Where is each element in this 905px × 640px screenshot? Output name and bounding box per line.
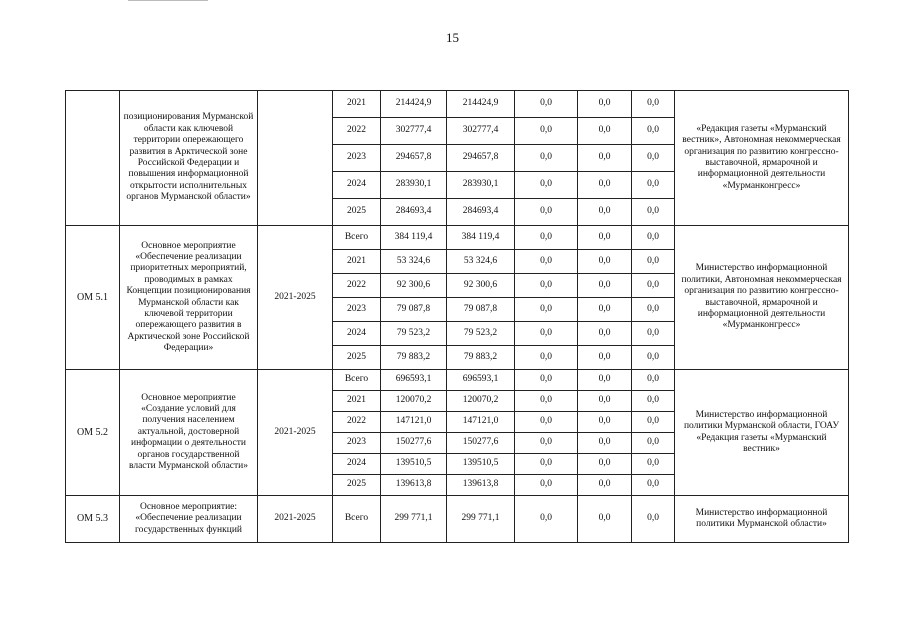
- funding-cell: 0,0: [515, 370, 578, 391]
- total-cell: 147121,0: [381, 412, 447, 433]
- year-cell: 2022: [333, 118, 381, 145]
- regional-budget-cell: 150277,6: [447, 433, 515, 454]
- total-cell: 150277,6: [381, 433, 447, 454]
- total-cell: 120070,2: [381, 391, 447, 412]
- funding-cell: 0,0: [632, 172, 675, 199]
- total-cell: 696593,1: [381, 370, 447, 391]
- funding-cell: 0,0: [632, 250, 675, 274]
- year-cell: 2021: [333, 391, 381, 412]
- year-cell: 2022: [333, 412, 381, 433]
- measure-description-cell: Основное мероприятие «Создание условий для получения населением актуальной, достоверной информации о деятельности органов государственной власти Мурманской области»: [120, 370, 258, 496]
- regional-budget-cell: 139510,5: [447, 454, 515, 475]
- total-cell: 92 300,6: [381, 274, 447, 298]
- funding-cell: 0,0: [578, 172, 632, 199]
- funding-cell: 0,0: [578, 475, 632, 496]
- regional-budget-cell: 294657,8: [447, 145, 515, 172]
- regional-budget-cell: 79 523,2: [447, 322, 515, 346]
- regional-budget-cell: 92 300,6: [447, 274, 515, 298]
- table-row: [66, 496, 849, 543]
- table-row: [66, 91, 849, 118]
- scan-artifact-line: [128, 0, 208, 1]
- regional-budget-cell: 283930,1: [447, 172, 515, 199]
- regional-budget-cell: 139613,8: [447, 475, 515, 496]
- funding-cell: 0,0: [515, 199, 578, 226]
- funding-cell: 0,0: [515, 145, 578, 172]
- measure-period-cell: 2021-2025: [258, 226, 333, 370]
- regional-budget-cell: 79 883,2: [447, 346, 515, 370]
- funding-cell: 0,0: [578, 274, 632, 298]
- year-cell: 2024: [333, 322, 381, 346]
- funding-cell: 0,0: [515, 391, 578, 412]
- funding-cell: 0,0: [578, 391, 632, 412]
- regional-budget-cell: 696593,1: [447, 370, 515, 391]
- funding-cell: 0,0: [515, 475, 578, 496]
- funding-cell: 0,0: [632, 199, 675, 226]
- total-cell: 139510,5: [381, 454, 447, 475]
- year-cell: Всего: [333, 226, 381, 250]
- year-cell: 2023: [333, 145, 381, 172]
- funding-cell: 0,0: [632, 346, 675, 370]
- funding-cell: 0,0: [578, 91, 632, 118]
- year-cell: 2022: [333, 274, 381, 298]
- year-cell: Всего: [333, 370, 381, 391]
- funding-cell: 0,0: [515, 496, 578, 543]
- year-cell: 2023: [333, 298, 381, 322]
- total-cell: 79 883,2: [381, 346, 447, 370]
- funding-cell: 0,0: [632, 298, 675, 322]
- measure-code-cell: [66, 91, 120, 226]
- measure-code-cell: ОМ 5.1: [66, 226, 120, 370]
- funding-cell: 0,0: [515, 118, 578, 145]
- funding-cell: 0,0: [515, 91, 578, 118]
- funding-cell: 0,0: [632, 496, 675, 543]
- regional-budget-cell: 302777,4: [447, 118, 515, 145]
- regional-budget-cell: 214424,9: [447, 91, 515, 118]
- year-cell: 2025: [333, 199, 381, 226]
- funding-cell: 0,0: [632, 145, 675, 172]
- funding-cell: 0,0: [578, 496, 632, 543]
- funding-cell: 0,0: [632, 370, 675, 391]
- page-number: 15: [446, 30, 459, 45]
- funding-cell: 0,0: [632, 391, 675, 412]
- measure-code-cell: ОМ 5.2: [66, 370, 120, 496]
- funding-cell: 0,0: [578, 370, 632, 391]
- funding-cell: 0,0: [632, 274, 675, 298]
- funding-cell: 0,0: [632, 454, 675, 475]
- regional-budget-cell: 384 119,4: [447, 226, 515, 250]
- regional-budget-cell: 284693,4: [447, 199, 515, 226]
- funding-cell: 0,0: [632, 322, 675, 346]
- total-cell: 79 523,2: [381, 322, 447, 346]
- measure-code-cell: ОМ 5.3: [66, 496, 120, 543]
- year-cell: 2024: [333, 172, 381, 199]
- funding-cell: 0,0: [632, 475, 675, 496]
- year-cell: 2025: [333, 475, 381, 496]
- funding-cell: 0,0: [578, 322, 632, 346]
- funding-cell: 0,0: [578, 226, 632, 250]
- funding-cell: 0,0: [515, 433, 578, 454]
- measure-period-cell: 2021-2025: [258, 370, 333, 496]
- executor-cell: Министерство информационной политики Мурманской области»: [675, 496, 849, 543]
- regional-budget-cell: 299 771,1: [447, 496, 515, 543]
- funding-cell: 0,0: [578, 298, 632, 322]
- funding-cell: 0,0: [515, 250, 578, 274]
- funding-cell: 0,0: [515, 322, 578, 346]
- funding-cell: 0,0: [578, 433, 632, 454]
- executor-cell: «Редакция газеты «Мурманский вестник», Автономная некоммерческая организация по развитию конгрессно-выставочной, ярмарочной и информационной деятельности «Мурманконгресс»: [675, 91, 849, 226]
- year-cell: 2021: [333, 91, 381, 118]
- funding-cell: 0,0: [578, 118, 632, 145]
- regional-budget-cell: 53 324,6: [447, 250, 515, 274]
- total-cell: 294657,8: [381, 145, 447, 172]
- funding-cell: 0,0: [578, 250, 632, 274]
- regional-budget-cell: 79 087,8: [447, 298, 515, 322]
- budget-table: [65, 90, 849, 543]
- measure-period-cell: [258, 91, 333, 226]
- measure-description-cell: позиционирования Мурманской области как ключевой территории опережающего развития в Арктической зоне Российской Федерации и повышения информационной открытости исполнительных органов Мурманской области»: [120, 91, 258, 226]
- total-cell: 139613,8: [381, 475, 447, 496]
- executor-cell: Министерство информационной политики Мурманской области, ГОАУ «Редакция газеты «Мурманский вестник»: [675, 370, 849, 496]
- year-cell: 2025: [333, 346, 381, 370]
- table-row: [66, 226, 849, 250]
- year-cell: 2021: [333, 250, 381, 274]
- funding-cell: 0,0: [632, 412, 675, 433]
- funding-cell: 0,0: [632, 433, 675, 454]
- funding-cell: 0,0: [515, 298, 578, 322]
- funding-cell: 0,0: [515, 454, 578, 475]
- funding-cell: 0,0: [578, 346, 632, 370]
- year-cell: 2024: [333, 454, 381, 475]
- measure-period-cell: 2021-2025: [258, 496, 333, 543]
- year-cell: 2023: [333, 433, 381, 454]
- total-cell: 283930,1: [381, 172, 447, 199]
- funding-cell: 0,0: [578, 145, 632, 172]
- funding-cell: 0,0: [515, 226, 578, 250]
- total-cell: 284693,4: [381, 199, 447, 226]
- funding-cell: 0,0: [578, 454, 632, 475]
- funding-cell: 0,0: [515, 346, 578, 370]
- total-cell: 302777,4: [381, 118, 447, 145]
- funding-cell: 0,0: [578, 412, 632, 433]
- funding-cell: 0,0: [515, 172, 578, 199]
- funding-cell: 0,0: [515, 274, 578, 298]
- funding-cell: 0,0: [632, 226, 675, 250]
- year-cell: Всего: [333, 496, 381, 543]
- total-cell: 214424,9: [381, 91, 447, 118]
- total-cell: 299 771,1: [381, 496, 447, 543]
- measure-description-cell: Основное мероприятие: «Обеспечение реализации государственных функций: [120, 496, 258, 543]
- funding-cell: 0,0: [578, 199, 632, 226]
- executor-cell: Министерство информационной политики, Автономная некоммерческая организация по развитию конгрессно-выставочной, ярмарочной и информационной деятельности «Мурманконгресс»: [675, 226, 849, 370]
- table-row: [66, 370, 849, 391]
- funding-cell: 0,0: [632, 91, 675, 118]
- regional-budget-cell: 147121,0: [447, 412, 515, 433]
- regional-budget-cell: 120070,2: [447, 391, 515, 412]
- total-cell: 79 087,8: [381, 298, 447, 322]
- funding-cell: 0,0: [515, 412, 578, 433]
- measure-description-cell: Основное мероприятие «Обеспечение реализации приоритетных мероприятий, проводимых в рамках Концепции позиционирования Мурманской области как ключевой территории опережающего развития в Арктической зоне Российской Федерации»: [120, 226, 258, 370]
- total-cell: 384 119,4: [381, 226, 447, 250]
- total-cell: 53 324,6: [381, 250, 447, 274]
- funding-cell: 0,0: [632, 118, 675, 145]
